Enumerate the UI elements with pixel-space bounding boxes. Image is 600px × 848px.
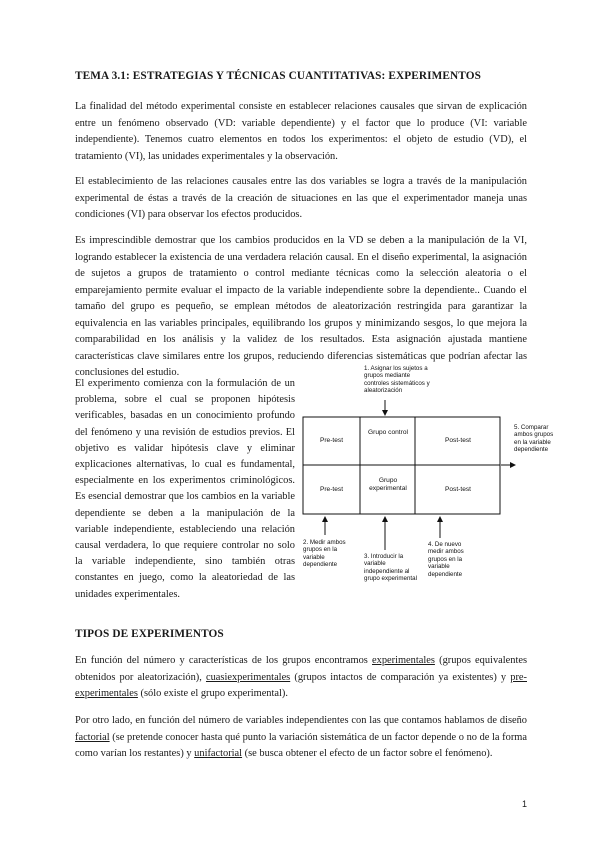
p5-text-a: En función del número y características de los grupos encontramos bbox=[75, 655, 373, 666]
p5-text-b: (grupos equivalentes obtenidos por aleatorización), bbox=[75, 655, 527, 683]
group-control-cell: Grupo control bbox=[368, 429, 408, 436]
paragraph-3: Es imprescindible demostrar que los cambios producidos en la VD se deben a la manipulación de la VI, logrando establecer la existencia de una verdadera relación causal. En el diseño experimental, la asignación de sujetos a grupos de tratamiento o control mediante técnicas como la selección aleatoria o el emparejamiento permite evaluar el impacto de la variable independiente sobre la dependiente.. Cuando el tamaño del grupo es pequeño, se emplean métodos de aleatorización restringida para garantizar la equivalencia en las variables principales, equilibrando los grupos y minimizando sesgos, lo que mejora la comparabilidad en los análisis y la validez de los resultados. Esta asignación ajustada mantiene características clave similares entre los grupos, reduciendo diferencias sistemáticas que podrían afectar las conclusiones del estudio. bbox=[75, 235, 527, 378]
term-pre-experimentales: pre-experimentales bbox=[75, 671, 527, 699]
pre-test-control-cell: Pre-test bbox=[319, 437, 344, 444]
term-factorial: factorial bbox=[75, 731, 110, 743]
step-3-label: 3. Introducir la variable independiente al grupo experimental bbox=[364, 553, 417, 583]
paragraph-5 bbox=[75, 653, 527, 703]
p6-text-c: (se busca obtener el efecto de un factor sobre el fenómeno). bbox=[242, 748, 493, 759]
page-number: 1 bbox=[522, 799, 528, 809]
experimental-design-diagram bbox=[300, 355, 560, 605]
term-unifactorial: unifactorial bbox=[194, 748, 243, 759]
p5-text-d: (sólo existe el grupo experimental). bbox=[137, 688, 288, 699]
pre-test-experimental-cell: Pre-test bbox=[319, 486, 344, 493]
step-4-label: 4. De nuevo medir ambos grupos en la variable dependiente bbox=[428, 541, 464, 578]
p6-text-b: (se pretende conocer hasta qué punto la variación sistemática de un factor depende o no de la forma como varían los restantes) y bbox=[75, 731, 527, 759]
paragraph-6 bbox=[75, 713, 527, 763]
group-experimental-cell: Grupo experimental bbox=[369, 477, 407, 492]
p6-text-a: Por otro lado, en función del número de variables independientes con las que contamos hablamos de diseño bbox=[75, 715, 527, 726]
step-2-label: 2. Medir ambos grupos en la variable dependiente bbox=[303, 539, 346, 569]
step-1-label: 1. Asignar los sujetos a grupos mediante controles sistemáticos y aleatorización bbox=[364, 365, 430, 395]
step-5-label: 5. Comparar ambos grupos en la variable dependiente bbox=[514, 424, 554, 454]
section-heading-tipos: TIPOS DE EXPERIMENTOS bbox=[75, 628, 224, 640]
paragraph-2: El establecimiento de las relaciones causales entre las dos variables se logra a través de la manipulación experimental de éstas a través de la creación de situaciones en las que el experimentador maneja unas condiciones (VI) para observar los efectos producidos. bbox=[75, 176, 527, 220]
term-cuasiexperimentales: cuasiexperimentales bbox=[205, 671, 291, 683]
paragraph-4: El experimento comienza con la formulación de un problema, sobre el cual se proponen hipótesis verificables, basadas en un conocimiento profundo del fenómeno y una revisión de estudios previos. El objetivo es validar hipótesis clave y eliminar explicaciones alternativas, lo cual es fundamental, especialmente en los experimentos criminológicos. Es esencial demostrar que los cambios en la variable dependiente se deben a la manipulación de la variable independiente, estableciendo una relación causal verdadera, lo que requiere controlar no solo la variable independiente, sino también otras constantes en juego, como la aleatoriedad de las unidades experimentales. bbox=[75, 378, 295, 600]
term-experimentales: experimentales bbox=[372, 655, 435, 666]
post-test-control-cell: Post-test bbox=[444, 437, 472, 444]
page-title: TEMA 3.1: ESTRATEGIAS Y TÉCNICAS CUANTITATIVAS: EXPERIMENTOS bbox=[75, 70, 481, 82]
p5-text-c: (grupos intactos de comparación ya existentes) y bbox=[290, 671, 511, 683]
post-test-experimental-cell: Post-test bbox=[444, 486, 472, 493]
paragraph-1: La finalidad del método experimental consiste en establecer relaciones causales que sirvan de explicación entre un fenómeno observado (VD: variable dependiente) y el factor que lo produce (VI: variable independiente). Tenemos cuatro elementos en todos los experimentos: el objeto de estudio (VD), el tratamiento (VI), las unidades experimentales y la observación. bbox=[75, 101, 527, 162]
